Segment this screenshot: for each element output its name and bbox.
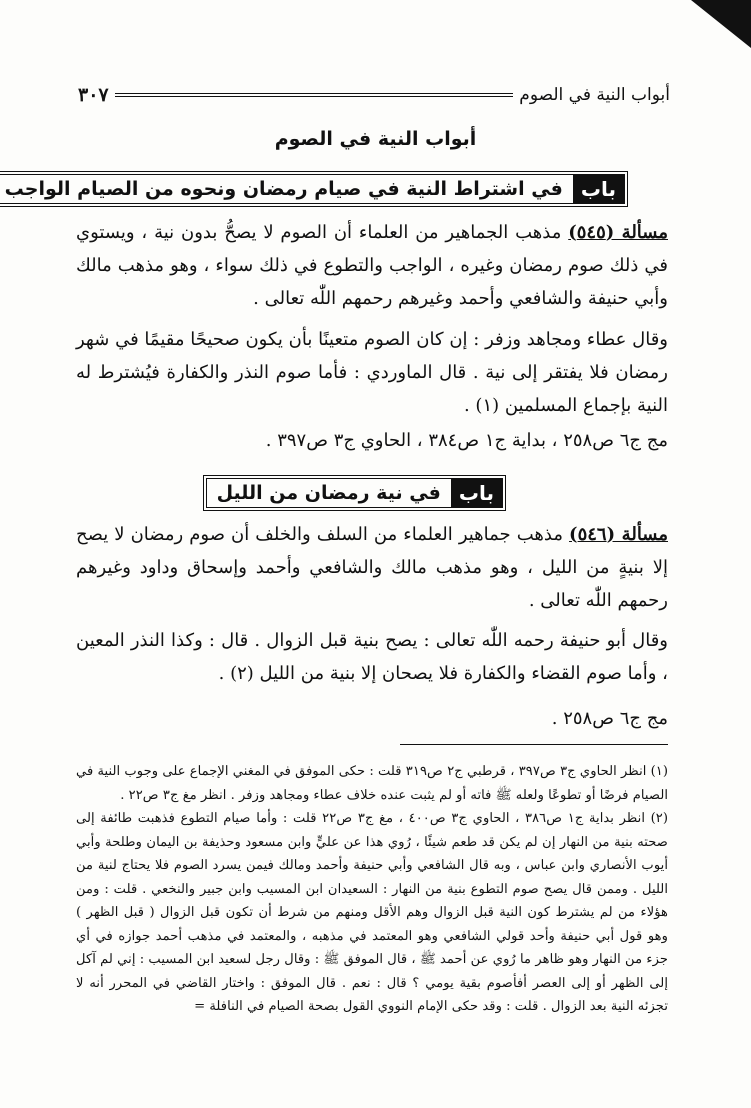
page-corner-mark — [691, 0, 751, 48]
source-references: مج ج٦ ص٢٥٨ . — [551, 708, 668, 729]
issue-label: مسألة (٥٤٥) — [568, 222, 668, 243]
footnotes — [76, 760, 668, 1019]
running-title: أبواب النية في الصوم — [519, 85, 670, 105]
page-number: ٣٠٧ — [78, 84, 109, 106]
issue-paragraph — [76, 518, 668, 617]
section-heading: في اشتراط النية في صيام رمضان ونحوه من الصيام الواجب — [4, 178, 563, 200]
footnote: (٢) انظر بداية ج١ ص٣٨٦ ، الحاوي ج٣ ص٤٠٠ ، مغ ج٣ ص٢٢ قلت : وأما صيام التطوع فذهبت طائفة إلى صحته بنية من النهار إن لم يكن قد طعم شيئًا ، رُوي هذا عن عليٍّ وابن مسعود وحذيفة بن اليمان وطلحة وأبي أيوب الأنصاري وابن عباس ، وبه قال الشافعي وأبي حنيفة وأحمد ومالك فيمن يسرد الصوم فلا يحتاج لنية من الليل . وممن قال يصح صوم التطوع بنية من النهار : السعيدان ابن المسيب وابن جبير والنخعي . قلت : ومن هؤلاء من لم يشترط كون النية قبل الزوال وهم الأقل ومنهم من شرط أن تكون قبل الزوال ( قبل الظهر ) وهو قول أبي حنيفة وأحد قولي الشافعي وهو المعتمد في مذهبه ، والمعتمد في مذهب أحمد جوازه في أي جزء من النهار وهو ظاهر ما رُوي عن أحمد ﷺ ، قال الموفق ﷺ : وقال رجل لسعيد ابن المسيب : إني لم آكل إلى الظهر أو إلى العصر أفأصوم بقية يومي ؟ قال : نعم . قال الموفق : واختار القاضي في المحرر أنه لا تجزئه النية بعد الزوال . قلت : وقد حكى الإمام النووي القول بصحة الصيام في النافلة = — [76, 811, 668, 1014]
issue-label: مسألة (٥٤٦) — [569, 524, 668, 545]
chapter-title: أبواب النية في الصوم — [274, 128, 477, 150]
header-rule — [115, 93, 514, 97]
section-heading-box — [0, 174, 625, 204]
footnote-divider — [400, 744, 668, 745]
source-references: مج ج٦ ص٢٥٨ ، بداية ج١ ص٣٨٤ ، الحاوي ج٣ ص٣٩٧ . — [265, 430, 668, 451]
issue-text: مذهب الجماهير من العلماء أن الصوم لا يصحُّ بدون نية ، ويستوي في ذلك صوم رمضان وغيره ، الواجب والتطوع في ذلك سواء ، وهو مذهب مالك وأبي حنيفة والشافعي وأحمد وغيرهم رحمهم اللّٰه تعالى . — [76, 222, 668, 309]
issue-text: مذهب جماهير العلماء من السلف والخلف أن صوم رمضان لا يصح إلا بنيةٍ من الليل ، وهو مذهب مالك والشافعي وأحمد وإسحاق وداود وغيرهم رحمهم اللّٰه تعالى . — [76, 524, 668, 611]
section-heading-box — [206, 478, 503, 508]
running-header — [78, 80, 670, 110]
body-paragraph: وقال أبو حنيفة رحمه اللّٰه تعالى : يصح بنية قبل الزوال . قال : وكذا النذر المعين ، وأما صوم القضاء والكفارة فلا يصحان إلا بنية من الليل (٢) . — [76, 630, 668, 684]
body-paragraph: وقال عطاء ومجاهد وزفر : إن كان الصوم متعينًا بأن يكون صحيحًا مقيمًا في شهر رمضان فلا يفتقر إلى نية . قال الماوردي : فأما صوم النذر والكفارة فيُشترط له النية بإجماع المسلمين (١) . — [76, 329, 668, 416]
section-heading: في نية رمضان من الليل — [216, 482, 441, 504]
issue-paragraph — [76, 216, 668, 315]
bab-label: باب — [573, 175, 624, 203]
footnote: (١) انظر الحاوي ج٣ ص٣٩٧ ، قرطبي ج٢ ص٣١٩ قلت : حكى الموفق في المغني الإجماع على وجوب النية في الصيام فرضًا أو تطوعًا ولعله ﷺ فاته أو لم يثبت عنده خلاف عطاء ومجاهد وزفر . انظر مغ ج٣ ص٢٢ . — [76, 764, 668, 803]
bab-label: باب — [451, 479, 502, 507]
